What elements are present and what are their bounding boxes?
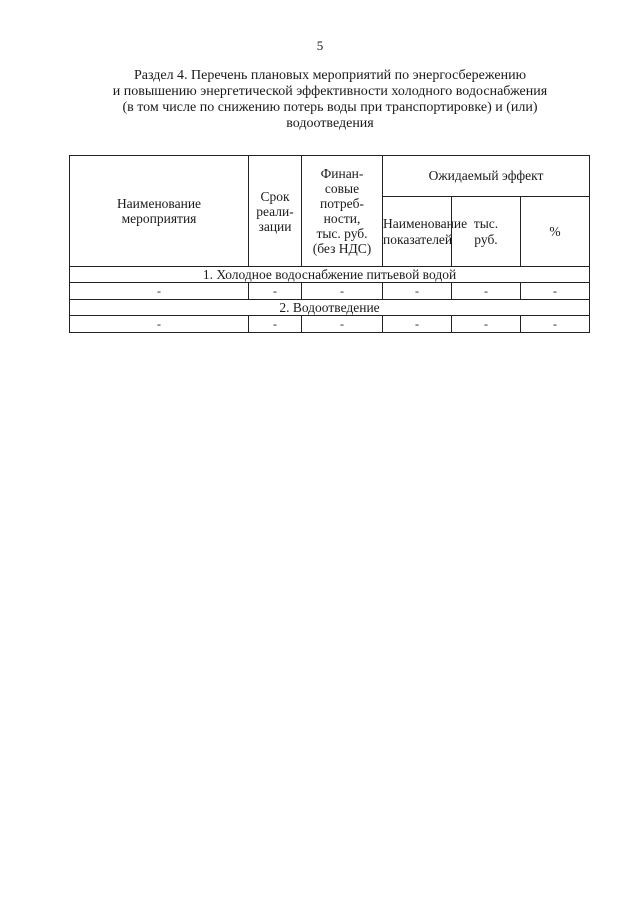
table-cell: -	[302, 316, 383, 333]
table-cell: -	[383, 316, 452, 333]
header-thousand-rub: тыс. руб.	[452, 197, 521, 267]
section-row	[70, 300, 590, 316]
header-indicator-name: Наименование показателей	[383, 197, 452, 267]
section-title-line-1: Раздел 4. Перечень плановых мероприятий по энергосбережению	[133, 68, 527, 83]
table-cell: -	[521, 316, 590, 333]
table-cell: -	[302, 283, 383, 300]
table-row	[70, 316, 590, 333]
table-cell: -	[249, 283, 302, 300]
section-title-line-2: и повышению энергетической эффективности холодного водоснабжения	[112, 84, 548, 99]
section-row	[70, 267, 590, 283]
table-cell: -	[452, 316, 521, 333]
table-cell: -	[383, 283, 452, 300]
table-cell: -	[70, 283, 249, 300]
table-cell: -	[452, 283, 521, 300]
table-row	[70, 283, 590, 300]
header-percent: %	[521, 197, 590, 267]
header-term: Срок реали- зации	[249, 156, 302, 267]
page-number: 5	[316, 38, 324, 53]
section-title-cold-water: 1. Холодное водоснабжение питьевой водой	[70, 267, 590, 283]
header-expected-effect: Ожидаемый эффект	[383, 156, 590, 197]
section-title	[60, 68, 600, 132]
table-cell: -	[249, 316, 302, 333]
header-measure-name: Наименование мероприятия	[70, 156, 249, 267]
table-cell: -	[521, 283, 590, 300]
table-cell: -	[70, 316, 249, 333]
section-title-wastewater: 2. Водоотведение	[70, 300, 590, 316]
header-financial-needs: Финан- совые потреб- ности, тыс. руб. (без НДС)	[302, 156, 383, 267]
section-title-line-3: (в том числе по снижению потерь воды при транспортировке) и (или)	[122, 100, 538, 115]
measures-table	[69, 155, 590, 333]
section-title-line-4: водоотведения	[286, 116, 374, 131]
